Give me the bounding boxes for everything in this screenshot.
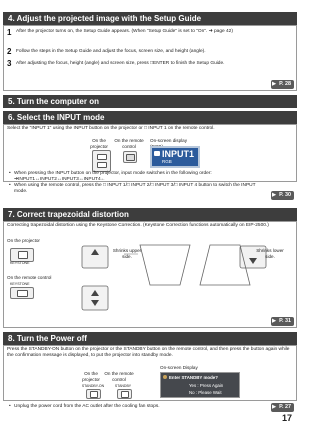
remote-standby-panel bbox=[117, 389, 132, 399]
page-number: 17 bbox=[281, 413, 292, 423]
shrink-upper-label: Shrinks upper side. bbox=[112, 248, 142, 259]
remote-keystone-panel bbox=[10, 287, 34, 299]
bullet-dot: • bbox=[9, 171, 11, 176]
label-on-remote: On the remote control bbox=[7, 275, 52, 280]
remote-input1-panel bbox=[123, 151, 137, 163]
remote-input1-button[interactable] bbox=[126, 154, 135, 161]
step-2-text: Follow the steps in the Setup Guide and adjust the focus, screen size, and height (angle). bbox=[16, 49, 206, 54]
section-6-bullet-2: When using the remote control, press the □ INPUT 1/□ INPUT 2/□ INPUT 3/□ INPUT 4 button to switch the INPUT mode. bbox=[14, 183, 256, 194]
section-7-header: 7. Correct trapezoidal distortion bbox=[3, 208, 297, 221]
osd-standby-no: No : Please Wait bbox=[189, 390, 222, 395]
label-osd-rgb: On-screen display bbox=[150, 138, 188, 143]
label-on-remote: On the remote control bbox=[104, 371, 134, 382]
osd-standby-yes: Yes : Press Again bbox=[189, 383, 224, 388]
bullet-dot: • bbox=[9, 404, 11, 409]
section-6-bullet-1: When pressing the INPUT button on the projector, input mode switches in the following order: ➔INPUT1↔INPUT2↔INPUT3↔INPUT4← bbox=[14, 171, 212, 182]
projector-input-button[interactable] bbox=[97, 154, 107, 160]
projector-enter-button[interactable] bbox=[97, 162, 107, 168]
remote-keystone-label: KEYSTONE bbox=[10, 282, 30, 286]
section-5-header: 5. Turn the computer on bbox=[3, 95, 297, 108]
remote-arrow-pad bbox=[82, 286, 108, 310]
info-icon bbox=[163, 375, 167, 379]
label-on-projector: On the projector bbox=[82, 371, 100, 382]
page-ref-28[interactable]: ▶ P. 28 bbox=[271, 80, 294, 89]
remote-keystone-button[interactable] bbox=[17, 290, 28, 297]
section-6-intro: Select the "INPUT 1" using the INPUT button on the projector or □ INPUT 1 on the remote control. bbox=[7, 126, 215, 131]
step-1-text: After the projector turns on, the Setup Guide appears. (When "Setup Guide" is set to "On". ➜ page 42) bbox=[16, 29, 233, 34]
standby-label: STANDBY bbox=[114, 384, 132, 388]
label-osd-standby: On-screen Display bbox=[160, 365, 198, 370]
osd-input1-display bbox=[150, 146, 200, 168]
shrink-lower-label: Shrinks lower side. bbox=[256, 248, 284, 259]
section-7-intro: Correcting trapezoidal distortion using the Keystone Correction. (Keystone Correction functions automatically on EIP-2500.) bbox=[7, 223, 269, 228]
projector-standby-panel bbox=[86, 389, 101, 399]
section-4-header: 4. Adjust the projected image with the Setup Guide bbox=[3, 12, 297, 25]
section-8-intro: Press the STANDBY-ON button on the projector or the STANDBY button on the remote control, and then press the button again while the confirmation message is displayed, to put the projector into standby mode. bbox=[7, 347, 290, 358]
remote-standby-button[interactable] bbox=[121, 391, 129, 398]
section-6-header: 6. Select the INPUT mode bbox=[3, 111, 297, 124]
label-on-projector: On the projector bbox=[90, 138, 108, 149]
bullet-dot: • bbox=[9, 183, 11, 188]
osd-standby-display bbox=[160, 372, 240, 398]
step-2-number: 2 bbox=[7, 47, 12, 56]
standby-on-label: STANDBY-ON bbox=[81, 384, 105, 388]
label-on-projector: On the projector bbox=[7, 238, 40, 243]
shrink-upper-shape bbox=[140, 245, 190, 285]
projector-keystone-panel bbox=[10, 248, 34, 262]
page-ref-31[interactable]: ▶ P. 31 bbox=[271, 317, 294, 326]
projector-standby-button[interactable] bbox=[90, 391, 98, 398]
page-ref-27[interactable]: ▶ P. 27 bbox=[271, 403, 294, 412]
step-3-text: After adjusting the focus, height (angle) and screen size, press □ENTER to finish the Setup Guide. bbox=[16, 61, 225, 66]
section-8-bullet: Unplug the power cord from the AC outlet after the cooling fan stops. bbox=[14, 404, 160, 409]
section-8-header: 8. Turn the Power off bbox=[3, 332, 297, 345]
projector-input-panel bbox=[92, 150, 111, 172]
label-on-remote: On the remote control bbox=[114, 138, 144, 149]
step-1-number: 1 bbox=[7, 28, 12, 37]
projector-keystone-button[interactable] bbox=[18, 251, 28, 259]
step-3-number: 3 bbox=[7, 59, 12, 68]
monitor-icon bbox=[154, 151, 160, 156]
osd-input-title: INPUT1 bbox=[162, 149, 195, 159]
page-ref-30[interactable]: ▶ P. 30 bbox=[271, 191, 294, 200]
keystone-label: KEYSTONE bbox=[10, 261, 30, 265]
keystone-diagram bbox=[80, 240, 280, 320]
osd-input-sub: RGB bbox=[162, 159, 172, 164]
osd-standby-question: Enter STANDBY mode? bbox=[169, 375, 218, 380]
